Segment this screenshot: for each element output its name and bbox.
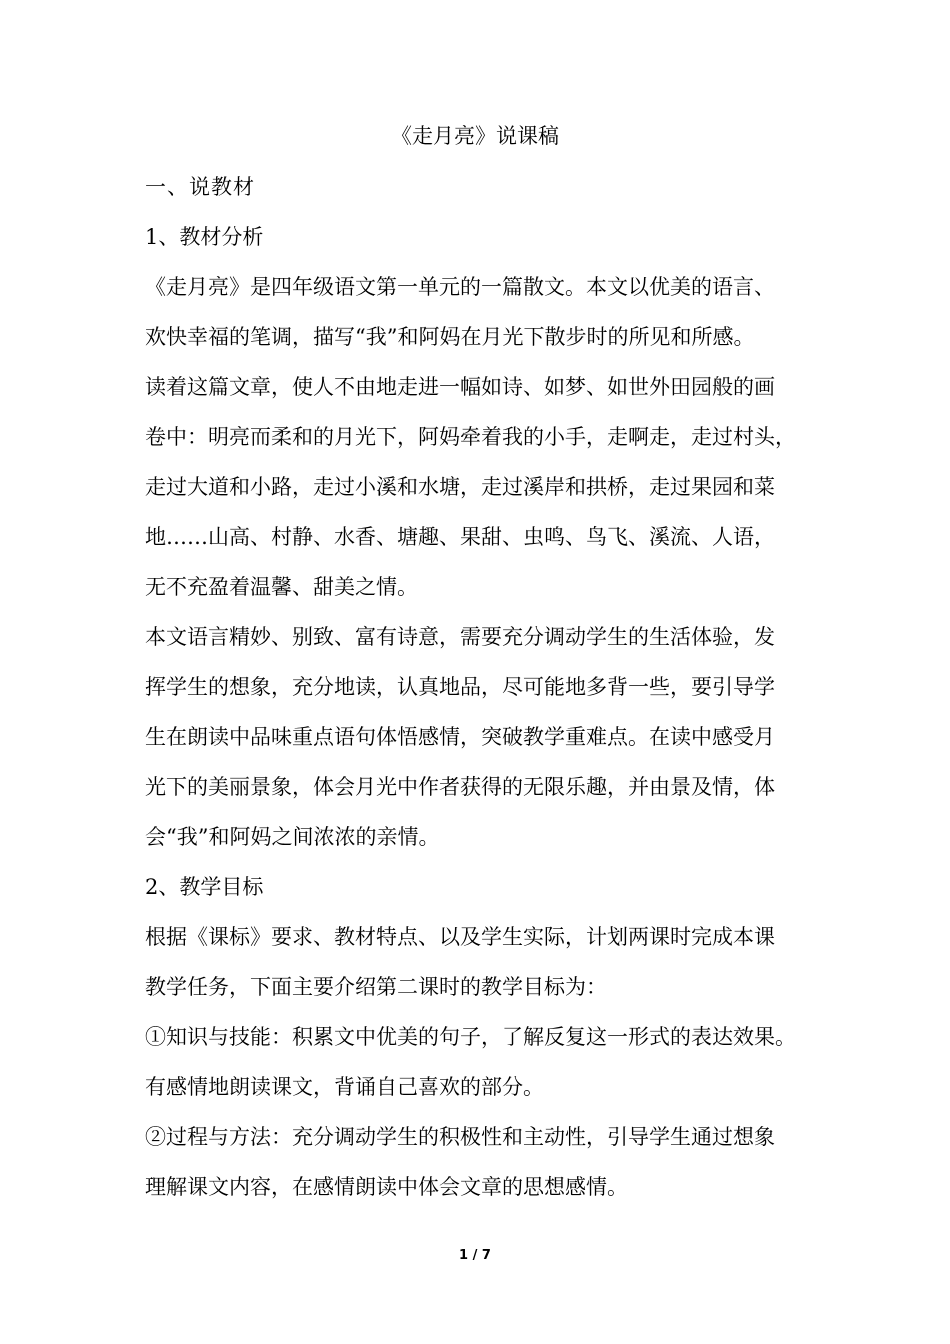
paragraph-line: 有感情地朗读课文，背诵自己喜欢的部分。 [145,1075,544,1099]
paragraph-line: ①知识与技能：积累文中优美的句子，了解反复这一形式的表达效果。 [145,1025,796,1049]
paragraph-line: 卷中：明亮而柔和的月光下，阿妈牵着我的小手，走啊走，走过村头， [145,425,796,449]
section-heading-teaching-material: 一、说教材 [145,175,255,199]
page-number: 1 / 7 [459,1248,491,1263]
subheading-material-analysis: 1、教材分析 [145,225,264,249]
paragraph-line: ②过程与方法：充分调动学生的积极性和主动性，引导学生通过想象 [145,1125,775,1149]
paragraph-line: 欢快幸福的笔调，描写“我”和阿妈在月光下散步时的所见和所感。 [145,325,755,349]
paragraph-line: 走过大道和小路，走过小溪和水塘，走过溪岸和拱桥，走过果园和菜 [145,475,775,499]
paragraph-line: 读着这篇文章，使人不由地走进一幅如诗、如梦、如世外田园般的画 [145,375,775,399]
paragraph-line: 教学任务，下面主要介绍第二课时的教学目标为： [145,975,607,999]
paragraph-line: 《走月亮》是四年级语文第一单元的一篇散文。本文以优美的语言、 [145,275,775,299]
paragraph-line: 挥学生的想象，充分地读，认真地品，尽可能地多背一些，要引导学 [145,675,775,699]
document-title: 《走月亮》说课稿 [391,124,559,148]
paragraph-line: 本文语言精妙、别致、富有诗意，需要充分调动学生的生活体验，发 [145,625,775,649]
paragraph-line: 无不充盈着温馨、甜美之情。 [145,575,418,599]
paragraph-line: 根据《课标》要求、教材特点、以及学生实际，计划两课时完成本课 [145,925,775,949]
paragraph-line: 地……山高、村静、水香、塘趣、果甜、虫鸣、鸟飞、溪流、人语， [145,525,775,549]
subheading-teaching-goals: 2、教学目标 [145,875,264,899]
paragraph-line: 会“我”和阿妈之间浓浓的亲情。 [145,825,440,849]
paragraph-line: 生在朗读中品味重点语句体悟感情，突破教学重难点。在读中感受月 [145,725,775,749]
paragraph-line: 光下的美丽景象，体会月光中作者获得的无限乐趣，并由景及情，体 [145,775,775,799]
paragraph-line: 理解课文内容，在感情朗读中体会文章的思想感情。 [145,1175,628,1199]
